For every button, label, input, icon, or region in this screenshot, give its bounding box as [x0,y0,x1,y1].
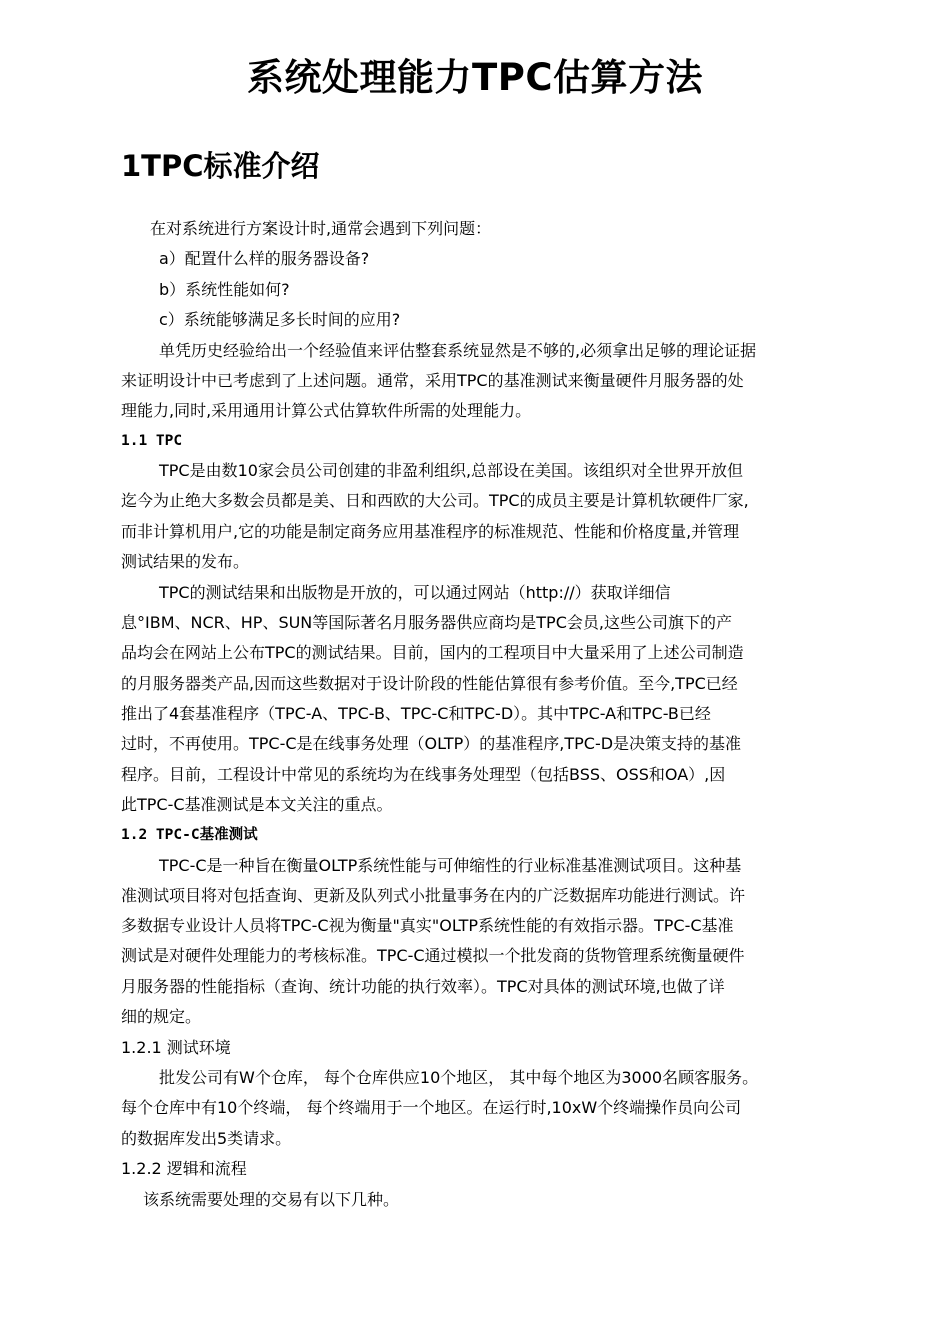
paragraph-line: 单凭历史经验给出一个经验值来评估整套系统显然是不够的,必须拿出足够的理论证据 [159,341,757,360]
section-1-1-heading: 1.1 TPC [121,433,183,449]
paragraph-line: TPC-C是一种旨在衡量OLTP系统性能与可伸缩性的行业标准基准测试项目。这种基 [159,856,742,875]
paragraph-line: 批发公司有W个仓库， 每个仓库供应10个地区， 其中每个地区为3000名顾客服务。 [159,1068,759,1087]
paragraph-line: TPC的测试结果和出版物是开放的，可以通过网站（http://）获取详细信 [159,583,671,602]
section-1-2-heading: 1.2 TPC-C基准测试 [121,827,258,843]
paragraph-line: 迄今为止绝大多数会员都是美、日和西欧的大公司。TPC的成员主要是计算机软硬件厂家, [121,491,749,510]
paragraph-line: 品均会在网站上公布TPC的测试结果。目前，国内的工程项目中大量采用了上述公司制造 [121,643,744,662]
paragraph-line: 此TPC-C基准测试是本文关注的重点。 [121,795,393,814]
paragraph-line: 的月服务器类产品,因而这些数据对于设计阶段的性能估算很有参考价值。至今,TPC已经 [121,674,738,693]
paragraph-line: TPC是由数10家会员公司创建的非盈利组织,总部设在美国。该组织对全世界开放但 [159,461,744,480]
paragraph-line: 而非计算机用户,它的功能是制定商务应用基准程序的标准规范、性能和价格度量,并管理 [121,522,740,541]
intro-text: 在对系统进行方案设计时,通常会遇到下列问题： [150,219,492,238]
paragraph-line: 月服务器的性能指标（查询、统计功能的执行效率）。TPC对具体的测试环境,也做了详 [121,977,725,996]
paragraph-line: 准测试项目将对包括查询、更新及队列式小批量事务在内的广泛数据库功能进行测试。许 [121,886,746,905]
question-a: a）配置什么样的服务器设备? [159,249,370,268]
section-1-heading: 1TPC标准介绍 [121,149,320,183]
paragraph-line: 多数据专业设计人员将TPC-C视为衡量"真实"OLTP系统性能的有效指示器。TPC-C基准 [121,916,734,935]
paragraph-line: 测试是对硬件处理能力的考核标准。TPC-C通过模拟一个批发商的货物管理系统衡量硬件 [121,946,745,965]
paragraph-line: 每个仓库中有10个终端， 每个终端用于一个地区。在运行时,10xW个终端操作员向公司 [121,1098,742,1117]
paragraph-line: 来证明设计中已考虑到了上述问题。通常，采用TPC的基准测试来衡量硬件月服务器的处 [121,371,744,390]
paragraph-line: 该系统需要处理的交易有以下几种。 [143,1190,400,1209]
paragraph-line: 的数据库发出5类请求。 [121,1129,292,1148]
paragraph-line: 程序。目前，工程设计中常见的系统均为在线事务处理型（包括BSS、OSS和OA）,因 [121,765,726,784]
paragraph-line: 测试结果的发布。 [121,552,250,571]
section-1-2-2-heading: 1.2.2 逻辑和流程 [121,1159,247,1178]
paragraph-line: 推出了4套基准程序（TPC-A、TPC-B、TPC-C和TPC-D）。其中TPC-A和TPC-B已经 [121,704,711,723]
section-1-2-1-heading: 1.2.1 测试环境 [121,1038,231,1057]
paragraph-line: 息°IBM、NCR、HP、SUN等国际著名月服务器供应商均是TPC会员,这些公司旗下的产 [121,613,732,632]
paragraph-line: 过时，不再使用。TPC-C是在线事务处理（OLTP）的基准程序,TPC-D是决策支持的基准 [121,734,742,753]
paragraph-line: 细的规定。 [121,1007,202,1026]
paragraph-line: 理能力,同时,采用通用计算公式估算软件所需的处理能力。 [121,401,532,420]
question-b: b）系统性能如何? [159,280,290,299]
question-c: c）系统能够满足多长时间的应用? [159,310,401,329]
document-title: 系统处理能力TPC估算方法 [246,56,703,99]
